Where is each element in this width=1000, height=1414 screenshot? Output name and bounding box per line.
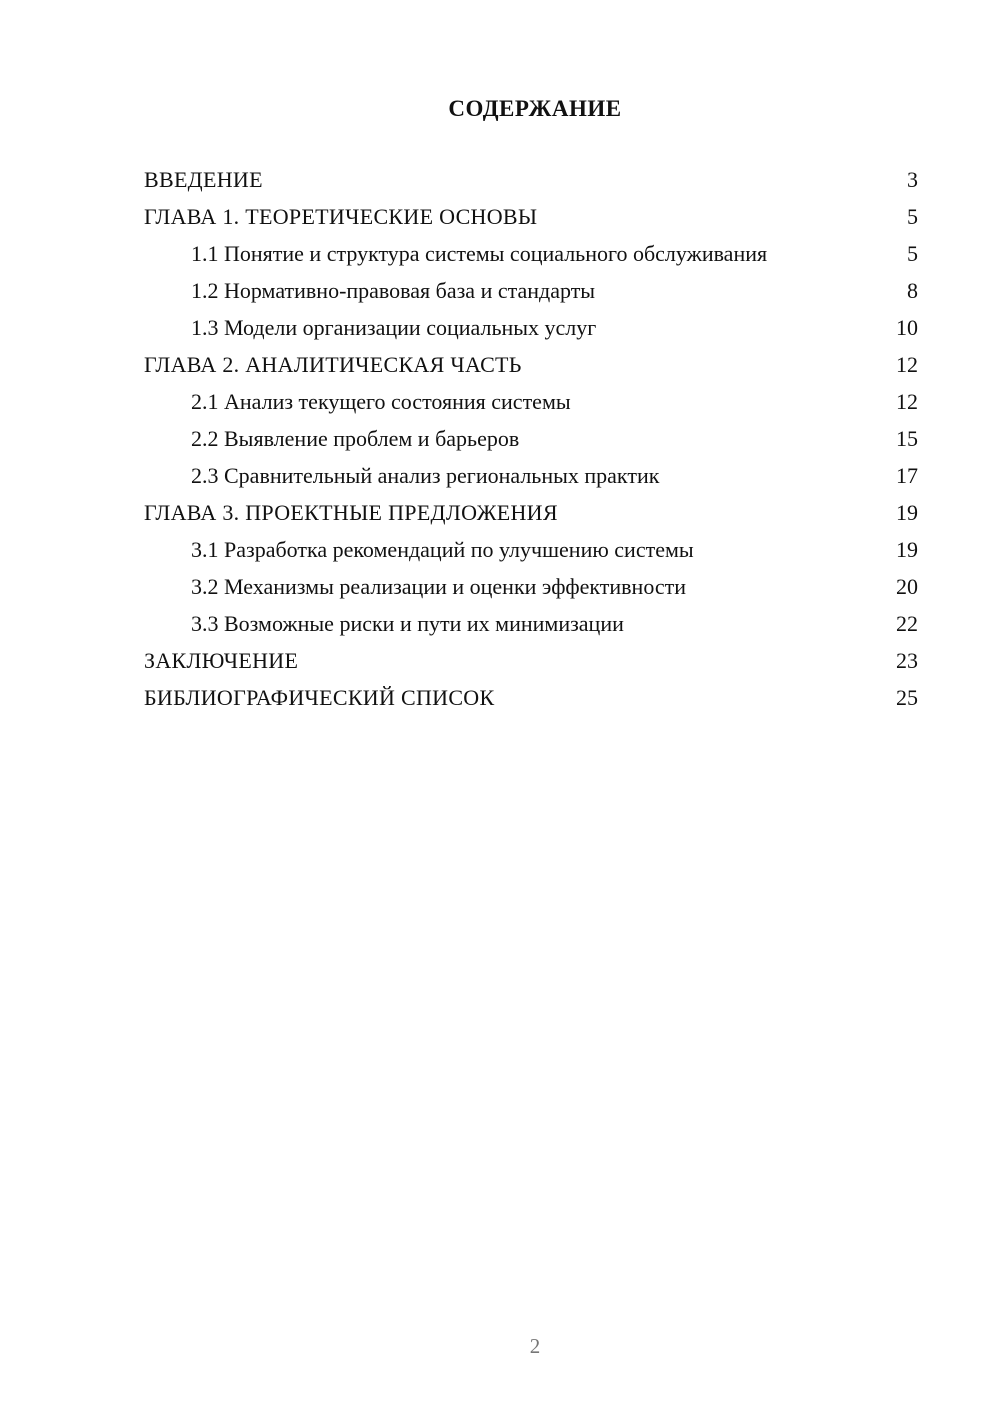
toc-entry-page: 10 <box>896 315 918 340</box>
toc-entry-page: 23 <box>896 648 918 673</box>
toc-entry-page: 3 <box>907 167 918 192</box>
toc-entry-section-2-1[interactable] <box>144 388 918 415</box>
toc-entry-text: 2.3 Сравнительный анализ региональных практик <box>191 463 660 488</box>
toc-entry-chapter-1[interactable] <box>144 203 918 230</box>
toc-entry-chapter-3[interactable] <box>144 499 918 526</box>
toc-entry-page: 25 <box>896 685 918 710</box>
toc-entry-page: 5 <box>907 241 918 266</box>
toc-entry-page: 20 <box>896 574 918 599</box>
toc-entry-chapter-2[interactable] <box>144 351 918 378</box>
toc-entry-page: 22 <box>896 611 918 636</box>
toc-entry-section-2-2[interactable] <box>144 425 918 452</box>
page-number: 2 <box>529 1334 541 1358</box>
toc-entry-text: ГЛАВА 1. ТЕОРЕТИЧЕСКИЕ ОСНОВЫ <box>144 204 538 229</box>
table-of-contents <box>144 166 918 721</box>
toc-entry-section-3-1[interactable] <box>144 536 918 563</box>
toc-entry-text: ВВЕДЕНИЕ <box>144 167 263 192</box>
toc-entry-conclusion[interactable] <box>144 647 918 674</box>
page-title: СОДЕРЖАНИЕ <box>448 96 622 121</box>
toc-entry-section-1-2[interactable] <box>144 277 918 304</box>
toc-entry-text: 1.2 Нормативно-правовая база и стандарты <box>191 278 596 303</box>
toc-entry-introduction[interactable] <box>144 166 918 193</box>
toc-entry-page: 12 <box>896 352 918 377</box>
toc-entry-page: 12 <box>896 389 918 414</box>
toc-entry-text: ГЛАВА 2. АНАЛИТИЧЕСКАЯ ЧАСТЬ <box>144 352 522 377</box>
toc-entry-text: ЗАКЛЮЧЕНИЕ <box>144 648 299 673</box>
toc-entry-page: 5 <box>907 204 918 229</box>
toc-entry-text: 3.1 Разработка рекомендаций по улучшению системы <box>191 537 694 562</box>
toc-entry-text: 1.3 Модели организации социальных услуг <box>191 315 597 340</box>
toc-entry-text: 1.1 Понятие и структура системы социального обслуживания <box>191 241 768 266</box>
toc-entry-page: 8 <box>907 278 918 303</box>
toc-entry-page: 19 <box>896 500 918 525</box>
toc-entry-text: ГЛАВА 3. ПРОЕКТНЫЕ ПРЕДЛОЖЕНИЯ <box>144 500 558 525</box>
toc-entry-bibliography[interactable] <box>144 684 918 711</box>
toc-entry-text: БИБЛИОГРАФИЧЕСКИЙ СПИСОК <box>144 685 495 710</box>
toc-entry-text: 3.2 Механизмы реализации и оценки эффективности <box>191 574 687 599</box>
toc-entry-section-1-3[interactable] <box>144 314 918 341</box>
toc-entry-page: 15 <box>896 426 918 451</box>
toc-entry-section-3-3[interactable] <box>144 610 918 637</box>
toc-entry-text: 2.2 Выявление проблем и барьеров <box>191 426 520 451</box>
toc-entry-section-3-2[interactable] <box>144 573 918 600</box>
toc-entry-page: 19 <box>896 537 918 562</box>
toc-entry-text: 2.1 Анализ текущего состояния системы <box>191 389 571 414</box>
toc-entry-text: 3.3 Возможные риски и пути их минимизации <box>191 611 624 636</box>
toc-entry-section-2-3[interactable] <box>144 462 918 489</box>
toc-entry-section-1-1[interactable] <box>144 240 918 267</box>
toc-entry-page: 17 <box>896 463 918 488</box>
